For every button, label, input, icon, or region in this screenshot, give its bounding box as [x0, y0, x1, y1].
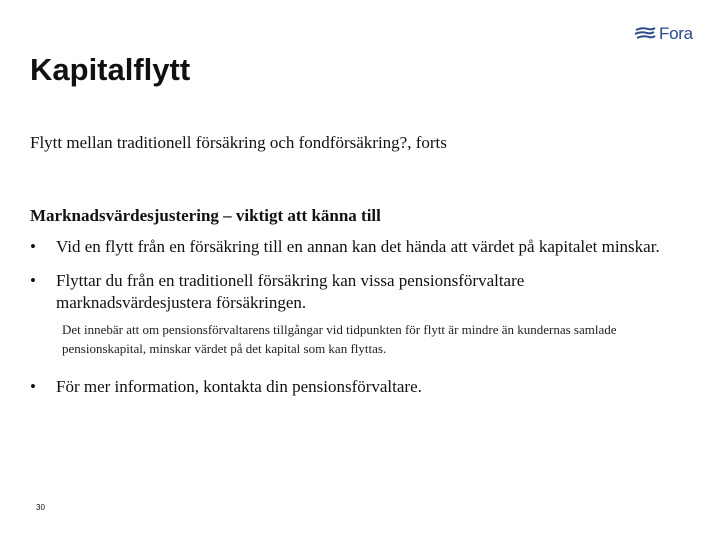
logo-text: Fora [659, 24, 693, 43]
slide-subtitle: Flytt mellan traditionell försäkring och fondförsäkring?, forts [30, 133, 447, 152]
bullet-item [30, 270, 670, 314]
slide-title: Kapitalflytt [30, 52, 191, 87]
bullet-text: Vid en flytt från en försäkring till en annan kan det hända att värdet på kapitalet minskar. [56, 237, 660, 256]
fora-logo [634, 24, 693, 44]
section-heading: Marknadsvärdesjustering – viktigt att känna till [30, 206, 381, 225]
bullet-item [30, 236, 670, 258]
fora-logo-icon [634, 26, 656, 42]
bullet-text: Flyttar du från en traditionell försäkring kan vissa pensionsförvaltare marknadsvärdesjustera försäkringen. [56, 271, 525, 312]
bullet-item [30, 376, 670, 398]
bullet-marker: • [30, 271, 36, 290]
bullet-marker: • [30, 237, 36, 256]
note-item [30, 320, 670, 358]
note-text: Det innebär att om pensionsförvaltarens tillgångar vid tidpunkten för flytt är mindre än kundernas samlade pensionskapital, minskar värdet på det kapital som kan flyttas. [62, 322, 617, 356]
bullet-list [30, 236, 670, 398]
bullet-marker: • [30, 377, 36, 396]
bullet-text: För mer information, kontakta din pensionsförvaltare. [56, 377, 422, 396]
page-number: 30 [36, 503, 45, 512]
